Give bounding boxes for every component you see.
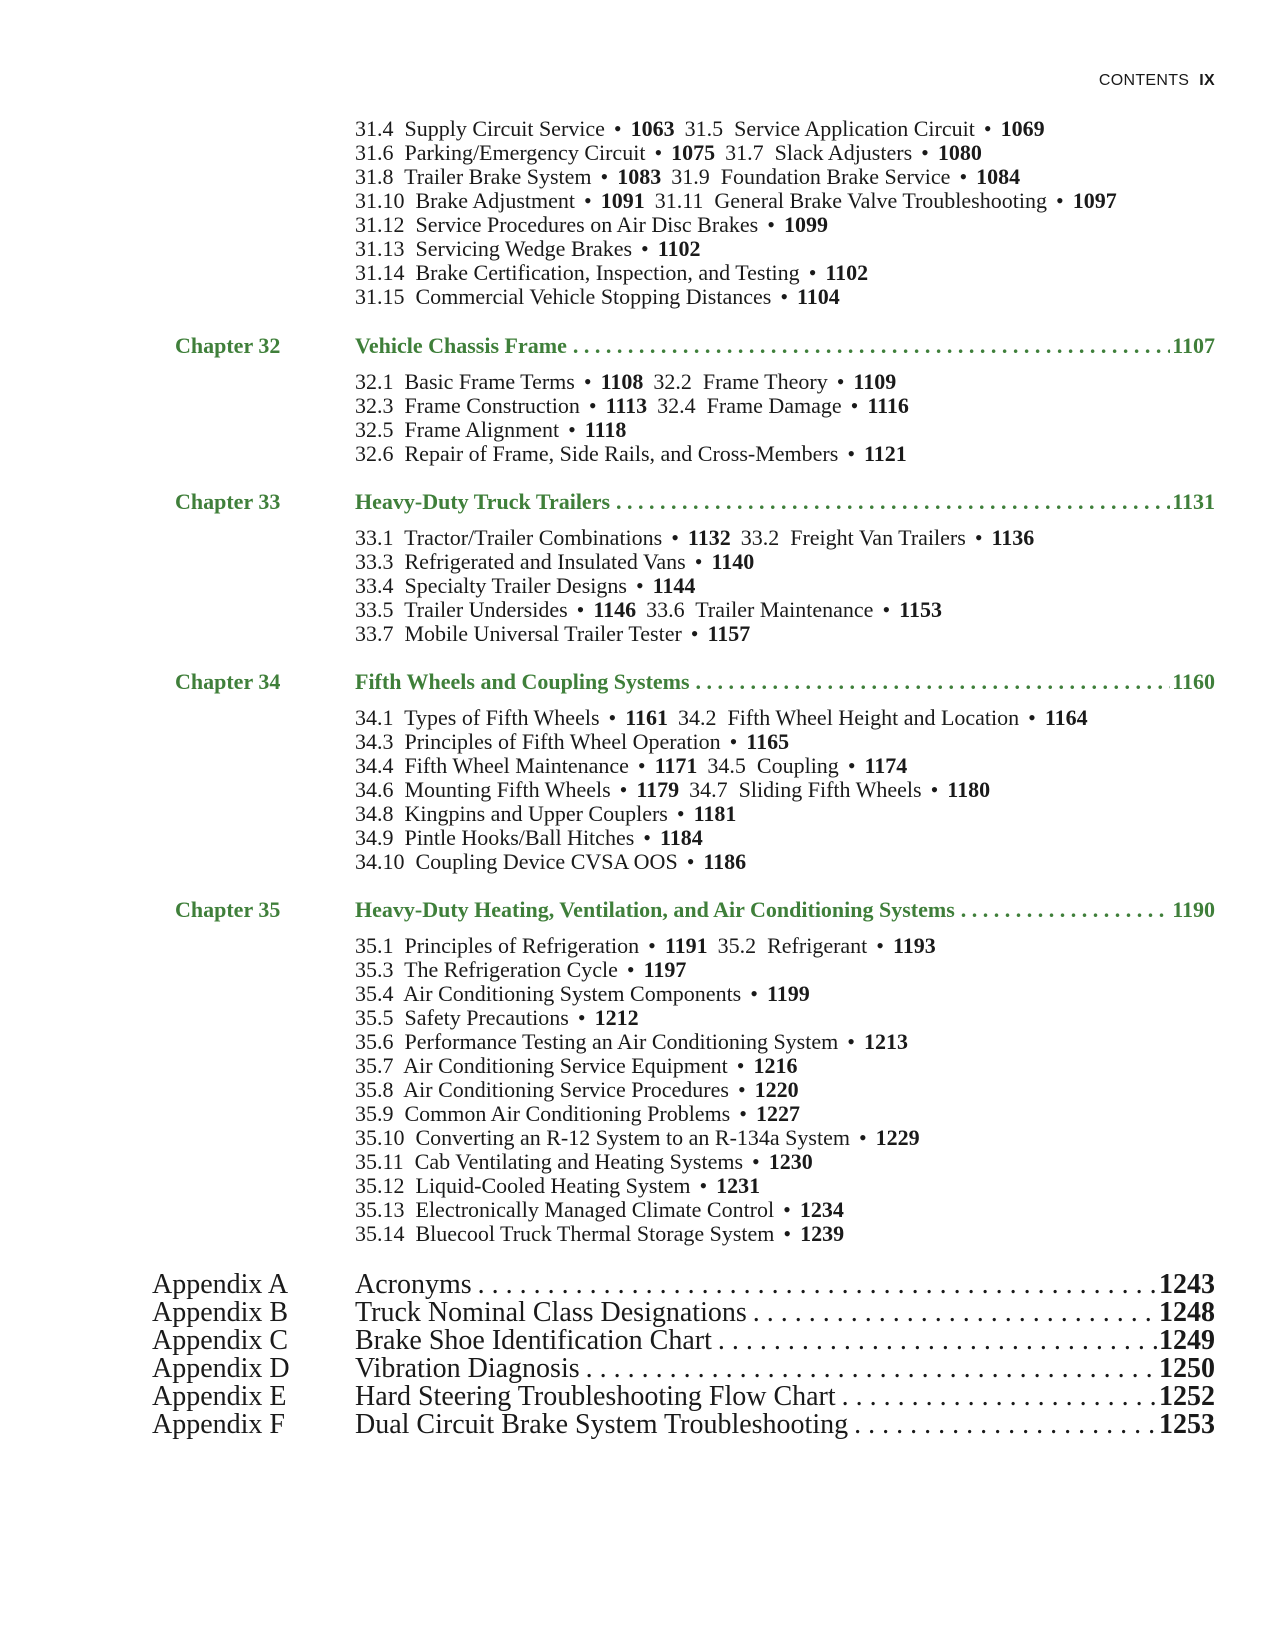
section-title: 35.6 Performance Testing an Air Conditioning System [355, 1029, 839, 1054]
section-line [355, 260, 878, 285]
chapter-page-number: 1131 [1172, 489, 1215, 514]
section-title: 31.14 Brake Certification, Inspection, and Testing [355, 260, 800, 285]
chapter-page-number: 1107 [1172, 333, 1215, 358]
bullet-icon: • [686, 849, 695, 874]
section-page-number: 1164 [1044, 705, 1088, 730]
section-page-number: 1118 [584, 417, 627, 442]
bullet-icon: • [882, 597, 891, 622]
section-line [355, 1053, 807, 1078]
chapter-title: Fifth Wheels and Coupling Systems [355, 669, 690, 694]
section-title: 34.1 Types of Fifth Wheels [355, 705, 600, 730]
section-title: 35.11 Cab Ventilating and Heating Systems [355, 1149, 744, 1174]
appendix-page-number: 1252 [1159, 1382, 1215, 1412]
chapter-title: Heavy-Duty Truck Trailers [355, 489, 611, 514]
section-page-number: 1084 [976, 164, 1021, 189]
section-line [355, 777, 1000, 802]
bullet-icon: • [847, 441, 856, 466]
section-title: 31.12 Service Procedures on Air Disc Brakes [355, 212, 759, 237]
section-page-number: 1121 [864, 441, 907, 466]
appendix-label: Appendix D [152, 1353, 290, 1384]
section-page-number: 1083 [617, 164, 662, 189]
section-line [355, 705, 1098, 730]
bullet-icon: • [577, 1005, 586, 1030]
dot-leader [961, 896, 1170, 924]
chapter-heading [355, 488, 1215, 516]
appendix-title: Truck Nominal Class Designations [355, 1298, 747, 1328]
bullet-icon: • [626, 957, 635, 982]
section-page-number: 1075 [671, 140, 716, 165]
section-page-number: 1099 [783, 212, 828, 237]
section-page-number: 1097 [1072, 188, 1117, 213]
section-line [355, 284, 850, 309]
bullet-icon: • [847, 1029, 855, 1054]
section-page-number: 1213 [863, 1029, 908, 1054]
bullet-icon: • [694, 549, 703, 574]
dot-leader [753, 1298, 1157, 1328]
section-title: 33.3 Refrigerated and Insulated Vans [355, 549, 686, 574]
section-title: 31.11 General Brake Valve Troubleshooting [654, 188, 1047, 213]
section-title: 34.3 Principles of Fifth Wheel Operation [355, 729, 721, 754]
bullet-icon: • [752, 1149, 760, 1174]
section-title: 35.1 Principles of Refrigeration [355, 933, 640, 958]
section-title: 34.10 Coupling Device CVSA OOS [355, 849, 678, 874]
section-page-number: 1186 [703, 849, 747, 874]
section-title: 34.2 Fifth Wheel Height and Location [678, 705, 1020, 730]
section-line [355, 417, 636, 442]
section-title: 34.5 Coupling [707, 753, 839, 778]
bullet-icon: • [750, 981, 758, 1006]
section-page-number: 1171 [654, 753, 698, 778]
section-title: 31.9 Foundation Brake Service [671, 164, 951, 189]
section-page-number: 1132 [687, 525, 731, 550]
section-title: 34.7 Sliding Fifth Wheels [689, 777, 922, 802]
section-page-number: 1239 [800, 1221, 845, 1246]
bullet-icon: • [671, 525, 679, 550]
bullet-icon: • [836, 369, 845, 394]
appendix-entry [355, 1298, 1215, 1328]
section-title: 32.6 Repair of Frame, Side Rails, and Cross-Members [355, 441, 839, 466]
dot-leader [854, 1410, 1157, 1440]
chapter-label: Chapter 33 [175, 489, 281, 514]
section-title: 31.10 Brake Adjustment [355, 188, 575, 213]
appendix-title: Hard Steering Troubleshooting Flow Chart [355, 1382, 836, 1412]
bullet-icon: • [568, 417, 576, 442]
section-title: 35.13 Electronically Managed Climate Control [355, 1197, 775, 1222]
section-page-number: 1080 [937, 140, 982, 165]
appendix-page-number: 1248 [1159, 1298, 1215, 1328]
section-line [355, 188, 1127, 213]
appendix-page-number: 1253 [1159, 1410, 1215, 1440]
chapter-heading [355, 332, 1215, 360]
section-title: 33.1 Tractor/Trailer Combinations [355, 525, 663, 550]
appendix-page-number: 1243 [1159, 1270, 1215, 1300]
chapter-title: Vehicle Chassis Frame [355, 333, 567, 358]
bullet-icon: • [729, 729, 738, 754]
section-page-number: 1063 [630, 116, 675, 141]
section-title: 35.9 Common Air Conditioning Problems [355, 1101, 731, 1126]
bullet-icon: • [588, 393, 597, 418]
running-head [900, 72, 1215, 90]
bullet-icon: • [676, 801, 685, 826]
bullet-icon: • [641, 236, 649, 261]
section-line [355, 597, 952, 622]
section-page-number: 1069 [1000, 116, 1045, 141]
dot-leader [616, 488, 1170, 516]
appendix-title: Vibration Diagnosis [355, 1354, 580, 1384]
bullet-icon: • [1055, 188, 1064, 213]
section-line [355, 1029, 918, 1054]
section-title: 31.6 Parking/Emergency Circuit [355, 140, 646, 165]
bullet-icon: • [847, 753, 856, 778]
bullet-icon: • [783, 1197, 791, 1222]
section-line [355, 1101, 810, 1126]
bullet-icon: • [808, 260, 817, 285]
section-line [355, 116, 1055, 141]
appendix-title: Acronyms [355, 1270, 472, 1300]
section-title: 31.8 Trailer Brake System [355, 164, 592, 189]
bullet-icon: • [983, 116, 992, 141]
bullet-icon: • [974, 525, 983, 550]
section-page-number: 1216 [753, 1053, 798, 1078]
section-line [355, 621, 760, 646]
dot-leader [586, 1354, 1157, 1384]
section-page-number: 1184 [659, 825, 703, 850]
section-line [355, 1125, 930, 1150]
bullet-icon: • [736, 1053, 745, 1078]
bullet-icon: • [737, 1077, 746, 1102]
bullet-icon: • [654, 140, 663, 165]
chapter-label: Chapter 32 [175, 333, 281, 358]
appendix-page-number: 1250 [1159, 1354, 1215, 1384]
section-title: 31.4 Supply Circuit Service [355, 116, 605, 141]
appendix-entry [355, 1270, 1215, 1300]
section-line [355, 140, 992, 165]
dot-leader [696, 668, 1171, 696]
section-title: 32.5 Frame Alignment [355, 417, 560, 442]
section-page-number: 1179 [636, 777, 680, 802]
bullet-icon: • [739, 1101, 747, 1126]
section-page-number: 1113 [605, 393, 648, 418]
section-page-number: 1231 [716, 1173, 761, 1198]
section-title: 34.6 Mounting Fifth Wheels [355, 777, 611, 802]
appendix-label: Appendix E [152, 1381, 287, 1412]
section-title: 34.9 Pintle Hooks/Ball Hitches [355, 825, 635, 850]
bullet-icon: • [930, 777, 939, 802]
bullet-icon: • [921, 140, 929, 165]
section-line [355, 753, 917, 778]
section-title: 32.4 Frame Damage [657, 393, 842, 418]
section-page-number: 1193 [892, 933, 936, 958]
section-page-number: 1102 [825, 260, 869, 285]
section-line [355, 549, 764, 574]
section-line [355, 236, 711, 261]
section-title: 35.12 Liquid-Cooled Heating System [355, 1173, 691, 1198]
section-line [355, 1197, 854, 1222]
bullet-icon: • [619, 777, 628, 802]
section-title: 34.4 Fifth Wheel Maintenance [355, 753, 629, 778]
section-page-number: 1227 [755, 1101, 800, 1126]
section-page-number: 1116 [867, 393, 909, 418]
section-title: CONTENTS [1098, 72, 1190, 89]
section-page-number: 1212 [594, 1005, 639, 1030]
bullet-icon: • [608, 705, 617, 730]
page-number: IX [1199, 72, 1215, 89]
section-page-number: 1153 [899, 597, 942, 622]
section-page-number: 1220 [754, 1077, 799, 1102]
section-title: 31.15 Commercial Vehicle Stopping Distances [355, 284, 772, 309]
appendix-title: Dual Circuit Brake System Troubleshooting [355, 1410, 849, 1440]
section-page-number: 1157 [707, 621, 751, 646]
section-title: 31.7 Slack Adjusters [725, 140, 913, 165]
chapter-label: Chapter 35 [175, 897, 281, 922]
section-title: 35.5 Safety Precautions [355, 1005, 569, 1030]
dot-leader [573, 332, 1170, 360]
chapter-heading [355, 668, 1215, 696]
section-line [355, 212, 838, 237]
section-line [355, 1077, 809, 1102]
section-line [355, 164, 1030, 189]
bullet-icon: • [783, 1221, 792, 1246]
chapter-label: Chapter 34 [175, 669, 281, 694]
bullet-icon: • [699, 1173, 708, 1198]
section-page-number: 1102 [657, 236, 701, 261]
section-title: 33.5 Trailer Undersides [355, 597, 568, 622]
section-line [355, 393, 919, 418]
chapter-title: Heavy-Duty Heating, Ventilation, and Air Conditioning Systems [355, 897, 955, 922]
section-line [355, 825, 713, 850]
bullet-icon: • [959, 164, 968, 189]
section-title: 35.3 The Refrigeration Cycle [355, 957, 618, 982]
section-page-number: 1104 [797, 284, 840, 309]
section-title: 32.1 Basic Frame Terms [355, 369, 575, 394]
section-title: 33.2 Freight Van Trailers [740, 525, 966, 550]
section-title: 32.2 Frame Theory [653, 369, 828, 394]
section-title: 33.7 Mobile Universal Trailer Tester [355, 621, 682, 646]
bullet-icon: • [600, 164, 609, 189]
appendix-label: Appendix F [152, 1409, 285, 1440]
section-line [355, 957, 696, 982]
chapter-heading [355, 896, 1215, 924]
bullet-icon: • [637, 753, 646, 778]
section-line [355, 1221, 854, 1246]
section-title: 33.4 Specialty Trailer Designs [355, 573, 627, 598]
bullet-icon: • [576, 597, 585, 622]
section-line [355, 981, 820, 1006]
section-title: 32.3 Frame Construction [355, 393, 580, 418]
section-title: 35.8 Air Conditioning Service Procedures [355, 1077, 729, 1102]
bullet-icon: • [583, 369, 592, 394]
section-title: 35.14 Bluecool Truck Thermal Storage System [355, 1221, 775, 1246]
appendix-entry [355, 1382, 1215, 1412]
section-page-number: 1197 [643, 957, 687, 982]
section-line [355, 849, 756, 874]
bullet-icon: • [583, 188, 592, 213]
bullet-icon: • [635, 573, 644, 598]
section-line [355, 525, 1044, 550]
appendix-entry [355, 1354, 1215, 1384]
section-page-number: 1199 [766, 981, 810, 1006]
dot-leader [842, 1382, 1157, 1412]
bullet-icon: • [858, 1125, 867, 1150]
section-line [355, 573, 705, 598]
section-line [355, 933, 946, 958]
section-page-number: 1161 [625, 705, 669, 730]
appendix-label: Appendix A [152, 1269, 289, 1300]
bullet-icon: • [1028, 705, 1036, 730]
section-page-number: 1091 [600, 188, 645, 213]
section-page-number: 1109 [853, 369, 897, 394]
section-page-number: 1181 [693, 801, 737, 826]
section-title: 33.6 Trailer Maintenance [646, 597, 874, 622]
appendix-page-number: 1249 [1159, 1326, 1215, 1356]
section-line [355, 1005, 649, 1030]
section-line [355, 1149, 823, 1174]
bullet-icon: • [643, 825, 651, 850]
section-page-number: 1229 [875, 1125, 920, 1150]
section-title: 35.4 Air Conditioning System Components [355, 981, 742, 1006]
bullet-icon: • [767, 212, 775, 237]
bullet-icon: • [648, 933, 656, 958]
section-page-number: 1191 [664, 933, 708, 958]
section-page-number: 1144 [652, 573, 696, 598]
section-line [355, 801, 746, 826]
section-page-number: 1136 [991, 525, 1035, 550]
bullet-icon: • [613, 116, 622, 141]
bullet-icon: • [780, 284, 789, 309]
section-line [355, 729, 799, 754]
dot-leader [718, 1326, 1157, 1356]
section-page-number: 1180 [947, 777, 991, 802]
dot-leader [478, 1270, 1157, 1300]
section-line [355, 441, 917, 466]
chapter-page-number: 1160 [1172, 669, 1215, 694]
appendix-label: Appendix B [152, 1297, 289, 1328]
section-title: 31.13 Servicing Wedge Brakes [355, 236, 633, 261]
bullet-icon: • [850, 393, 859, 418]
section-page-number: 1146 [593, 597, 637, 622]
appendix-label: Appendix C [152, 1325, 289, 1356]
section-page-number: 1165 [746, 729, 790, 754]
section-page-number: 1108 [600, 369, 644, 394]
section-page-number: 1230 [768, 1149, 813, 1174]
appendix-entry [355, 1410, 1215, 1440]
section-page-number: 1140 [711, 549, 755, 574]
section-page-number: 1234 [799, 1197, 844, 1222]
section-title: 35.10 Converting an R-12 System to an R-134a System [355, 1125, 850, 1150]
section-line [355, 1173, 770, 1198]
appendix-title: Brake Shoe Identification Chart [355, 1326, 712, 1356]
bullet-icon: • [690, 621, 699, 646]
section-title: 31.5 Service Application Circuit [684, 116, 975, 141]
section-line [355, 369, 906, 394]
chapter-page-number: 1190 [1172, 897, 1215, 922]
section-title: 35.2 Refrigerant [717, 933, 868, 958]
section-page-number: 1174 [864, 753, 908, 778]
appendix-entry [355, 1326, 1215, 1356]
section-title: 34.8 Kingpins and Upper Couplers [355, 801, 668, 826]
section-title: 35.7 Air Conditioning Service Equipment [355, 1053, 728, 1078]
bullet-icon: • [876, 933, 884, 958]
